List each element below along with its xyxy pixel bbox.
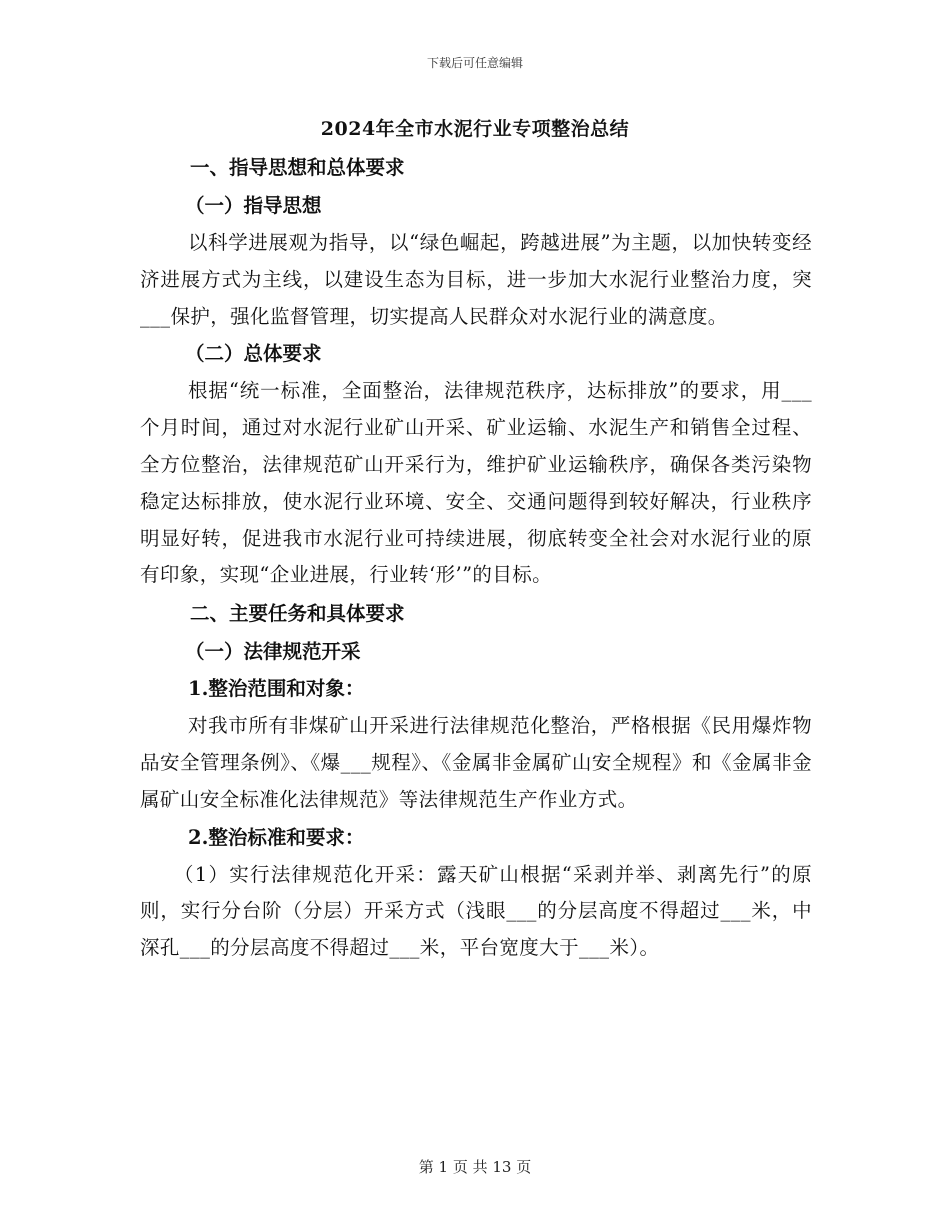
subsection-heading-guiding-ideology: （一）指导思想 [185, 194, 322, 217]
subsection-heading-overall-requirements: （二）总体要求 [185, 342, 322, 366]
document-title: 2024年全市水泥行业专项整治总结 [320, 118, 630, 140]
section-heading-2: 二、主要任务和具体要求 [190, 602, 405, 626]
section-heading-1: 一、指导思想和总体要求 [190, 156, 405, 179]
paragraph-standards: （1）实行法律规范化开采：露天矿山根据“采剥并举、剥离先行”的原则，实行分台阶（分层）开采方式（浅眼___的分层高度不得超过___米，中深孔___的分层高度不得超过___米，平台宽度大于___米）。 [140, 862, 812, 960]
paragraph-scope: 对我市所有非煤矿山开采进行法律规范化整治，严格根据《民用爆炸物品安全管理条例》、《爆___规程》、《金属非金属矿山安全规程》和《金属非金属矿山安全标准化法律规范》等法律规范生产作业方式。 [140, 714, 812, 811]
paragraph-guiding-ideology: 以科学进展观为指导，以“绿色崛起，跨越进展”为主题，以加快转变经济进展方式为主线，以建设生态为目标，进一步加大水泥行业整治力度，突___保护，强化监督管理，切实提高人民群众对水泥行业的满意度。 [140, 231, 812, 328]
page-header-note: 下载后可任意编辑 [426, 56, 523, 70]
item-heading-standards: 2.整治标准和要求： [188, 825, 365, 849]
subsection-heading-regulated-mining: （一）法律规范开采 [185, 640, 361, 664]
item-heading-scope: 1.整治范围和对象： [188, 677, 365, 701]
document-body [140, 148, 812, 967]
paragraph-overall-requirements: 根据“统一标准，全面整治，法律规范秩序，达标排放”的要求，用___个月时间，通过对水泥行业矿山开采、矿业运输、水泥生产和销售全过程、全方位整治，法律规范矿山开采行为，维护矿业运输秩序，确保各类污染物稳定达标排放，使水泥行业环境、安全、交通问题得到较好解决，行业秩序明显好转，促进我市水泥行业可持续进展，彻底转变全社会对水泥行业的原有印象，实现“企业进展，行业转‘形’”的目标。 [140, 379, 812, 587]
page-number-footer: 第 1 页 共 13 页 [418, 1158, 532, 1176]
